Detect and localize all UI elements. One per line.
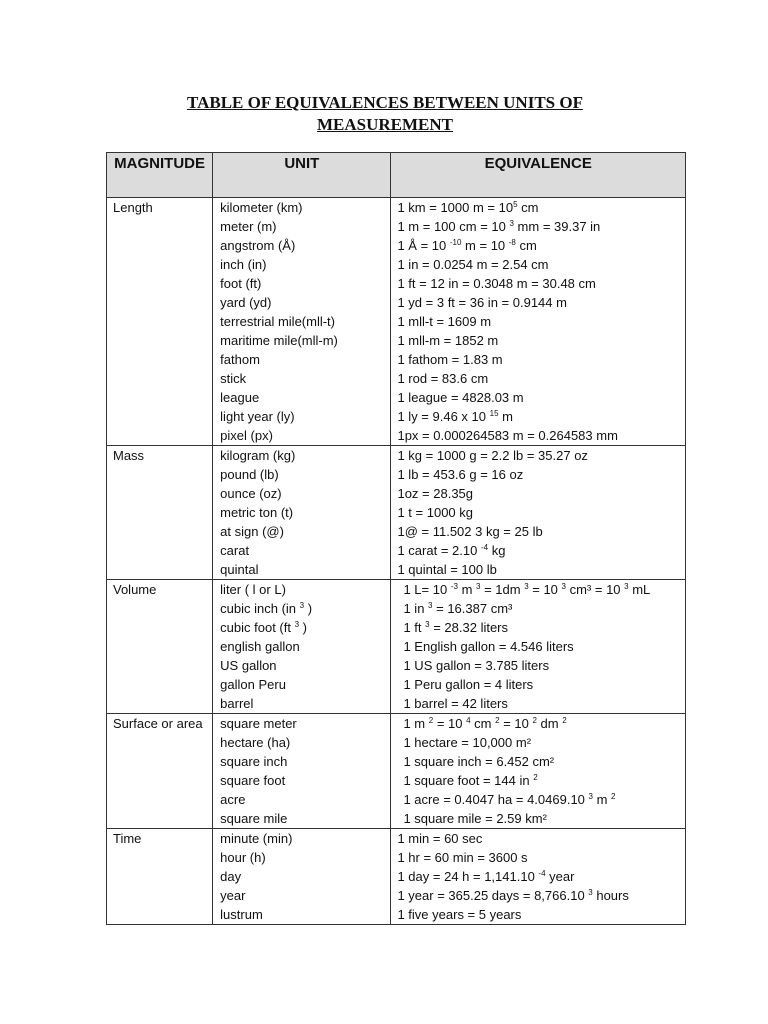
equivalence-text: 1 square inch = 6.452 cm² xyxy=(403,754,555,769)
magnitude-label: Length xyxy=(113,200,153,215)
equivalence-text: 1 ft = 12 in = 0.3048 m = 30.48 cm xyxy=(397,276,596,291)
equivalence-text: 1 Å = 10 $^{-10}$ m = 10 $^{-8}$ cm xyxy=(397,238,537,253)
equivalence-text: 1 hectare = 10,000 m² xyxy=(403,735,532,750)
equivalence-table xyxy=(106,152,686,925)
magnitude-label: Mass xyxy=(113,448,145,463)
equivalence-text: 1 English gallon = 4.546 liters xyxy=(403,639,574,654)
equivalence-text: 1 km = 1000 $m = 10^5$ cm xyxy=(397,200,539,215)
unit-cell xyxy=(213,580,391,714)
equivalence-text: 1 Peru gallon = 4 liters xyxy=(403,677,534,692)
table-body xyxy=(107,198,686,925)
equivalence-text: 1 square mile = 2.59 km² xyxy=(403,811,547,826)
unit-name: cubic foot (ft $^3$ ) xyxy=(220,620,307,635)
unit-cell xyxy=(213,446,391,580)
equivalence-text: 1 carat = 2.10 $^{-4}$ kg xyxy=(397,543,506,558)
table-row xyxy=(107,714,686,829)
equivalence-cell xyxy=(391,446,686,580)
table-row xyxy=(107,829,686,925)
unit-name: pixel (px) xyxy=(220,428,273,443)
equivalence-text: 1oz = 28.35g xyxy=(397,486,474,501)
unit-name: carat xyxy=(220,543,250,558)
unit-name: hour (h) xyxy=(220,850,266,865)
unit-name: lustrum xyxy=(220,907,263,922)
unit-name: terrestrial mile(mll-t) xyxy=(220,314,336,329)
equivalence-text: 1 square foot = 144 in $^2$ xyxy=(403,773,538,788)
equivalence-text: 1 m $^2$ = 10 $^4$ cm $^2$ = 10 $^2$ dm $^2$ xyxy=(403,716,567,731)
unit-name: meter (m) xyxy=(220,219,277,234)
unit-name: foot (ft) xyxy=(220,276,262,291)
unit-name: fathom xyxy=(220,352,260,367)
unit-name: liter ( l or L) xyxy=(220,582,286,597)
unit-cell xyxy=(213,198,391,446)
equivalence-cell xyxy=(391,580,686,714)
unit-name: acre xyxy=(220,792,246,807)
document-title: TABLE OF EQUIVALENCES BETWEEN UNITS OF MEASUREMENT xyxy=(187,93,583,134)
equivalence-text: 1 in = 0.0254 m = 2.54 cm xyxy=(397,257,549,272)
magnitude-label: Time xyxy=(113,831,142,846)
unit-name: barrel xyxy=(220,696,254,711)
unit-name: day xyxy=(220,869,242,884)
magnitude-label: Surface or area xyxy=(113,716,203,731)
unit-name: maritime mile(mll-m) xyxy=(220,333,338,348)
equivalence-text: 1 five years = 5 years xyxy=(397,907,522,922)
magnitude-cell xyxy=(107,580,213,714)
unit-name: kilogram (kg) xyxy=(220,448,296,463)
unit-name: stick xyxy=(220,371,247,386)
unit-name: square meter xyxy=(220,716,297,731)
equivalence-text: 1 min = 60 sec xyxy=(397,831,483,846)
unit-name: square foot xyxy=(220,773,286,788)
equivalence-cell xyxy=(391,198,686,446)
equivalence-cell xyxy=(391,714,686,829)
equivalence-text: 1 US gallon = 3.785 liters xyxy=(403,658,550,673)
equivalence-text: 1 in $^3$ = 16.387 cm³ xyxy=(403,601,513,616)
magnitude-cell xyxy=(107,829,213,925)
unit-name: english gallon xyxy=(220,639,300,654)
unit-name: gallon Peru xyxy=(220,677,286,692)
equivalence-text: 1@ = 11.502 3 kg = 25 lb xyxy=(397,524,543,539)
magnitude-label: Volume xyxy=(113,582,157,597)
unit-name: kilometer (km) xyxy=(220,200,303,215)
magnitude-cell xyxy=(107,198,213,446)
unit-name: metric ton (t) xyxy=(220,505,294,520)
equivalence-text: 1 hr = 60 min = 3600 s xyxy=(397,850,528,865)
unit-name: minute (min) xyxy=(220,831,293,846)
unit-name: at sign (@) xyxy=(220,524,284,539)
equivalence-text: 1 ft $^3$ = 28.32 liters xyxy=(403,620,509,635)
unit-name: league xyxy=(220,390,260,405)
unit-name: inch (in) xyxy=(220,257,267,272)
unit-name: light year (ly) xyxy=(220,409,295,424)
unit-column-header: UNIT xyxy=(213,153,391,198)
unit-cell xyxy=(213,829,391,925)
equivalence-text: 1 acre = 0.4047 ha = 4.0469.10 $^3$ m $^2$ xyxy=(403,792,616,807)
equivalence-text: 1 ly = 9.46 x 10 $^{15}$ m xyxy=(397,409,513,424)
table-row xyxy=(107,198,686,446)
unit-name: angstrom (Å) xyxy=(220,238,296,253)
unit-name: year xyxy=(220,888,246,903)
equivalence-text: 1 mll-t = 1609 m xyxy=(397,314,492,329)
magnitude-cell xyxy=(107,714,213,829)
unit-name: cubic inch (in $^3$ ) xyxy=(220,601,313,616)
equivalence-text: 1 mll-m = 1852 m xyxy=(397,333,499,348)
equivalence-text: 1 lb = 453.6 g = 16 oz xyxy=(397,467,524,482)
equivalence-text: 1 rod = 83.6 cm xyxy=(397,371,489,386)
unit-name: hectare (ha) xyxy=(220,735,291,750)
equivalence-text: 1 fathom = 1.83 m xyxy=(397,352,503,367)
unit-name: ounce (oz) xyxy=(220,486,282,501)
equivalence-text: 1px = 0.000264583 m = 0.264583 mm xyxy=(397,428,618,443)
equivalence-text: 1 league = 4828.03 m xyxy=(397,390,524,405)
table-row xyxy=(107,580,686,714)
unit-name: square inch xyxy=(220,754,288,769)
unit-cell xyxy=(213,714,391,829)
equivalence-text: 1 m = 100 cm = 10 $^3$ mm = 39.37 in xyxy=(397,219,601,234)
unit-name: square mile xyxy=(220,811,288,826)
table-header xyxy=(107,153,686,198)
equivalence-text: 1 t = 1000 kg xyxy=(397,505,473,520)
unit-name: quintal xyxy=(220,562,259,577)
table-row xyxy=(107,446,686,580)
equivalence-text: 1 L= 10 $^{-3}$ m $^3$ = 1dm $^3$ = 10 $^3$ cm³ = 10 $^3$ mL xyxy=(403,582,651,597)
equivalence-text: 1 kg = 1000 g = 2.2 lb = 35.27 oz xyxy=(397,448,588,463)
equivalence-column-header: EQUIVALENCE xyxy=(391,153,686,198)
equivalence-text: 1 yd = 3 ft = 36 in = 0.9144 m xyxy=(397,295,567,310)
equivalence-cell xyxy=(391,829,686,925)
magnitude-cell xyxy=(107,446,213,580)
unit-name: yard (yd) xyxy=(220,295,272,310)
equivalence-text: 1 day = 24 h = 1,141.10 $^{-4}$ year xyxy=(397,869,575,884)
equivalence-text: 1 barrel = 42 liters xyxy=(403,696,508,711)
equivalence-text: 1 quintal = 100 lb xyxy=(397,562,497,577)
unit-name: US gallon xyxy=(220,658,277,673)
unit-name: pound (lb) xyxy=(220,467,279,482)
equivalence-text: 1 year = 365.25 days = 8,766.10 $^3$ hours xyxy=(397,888,629,903)
magnitude-column-header: MAGNITUDE xyxy=(107,153,213,198)
